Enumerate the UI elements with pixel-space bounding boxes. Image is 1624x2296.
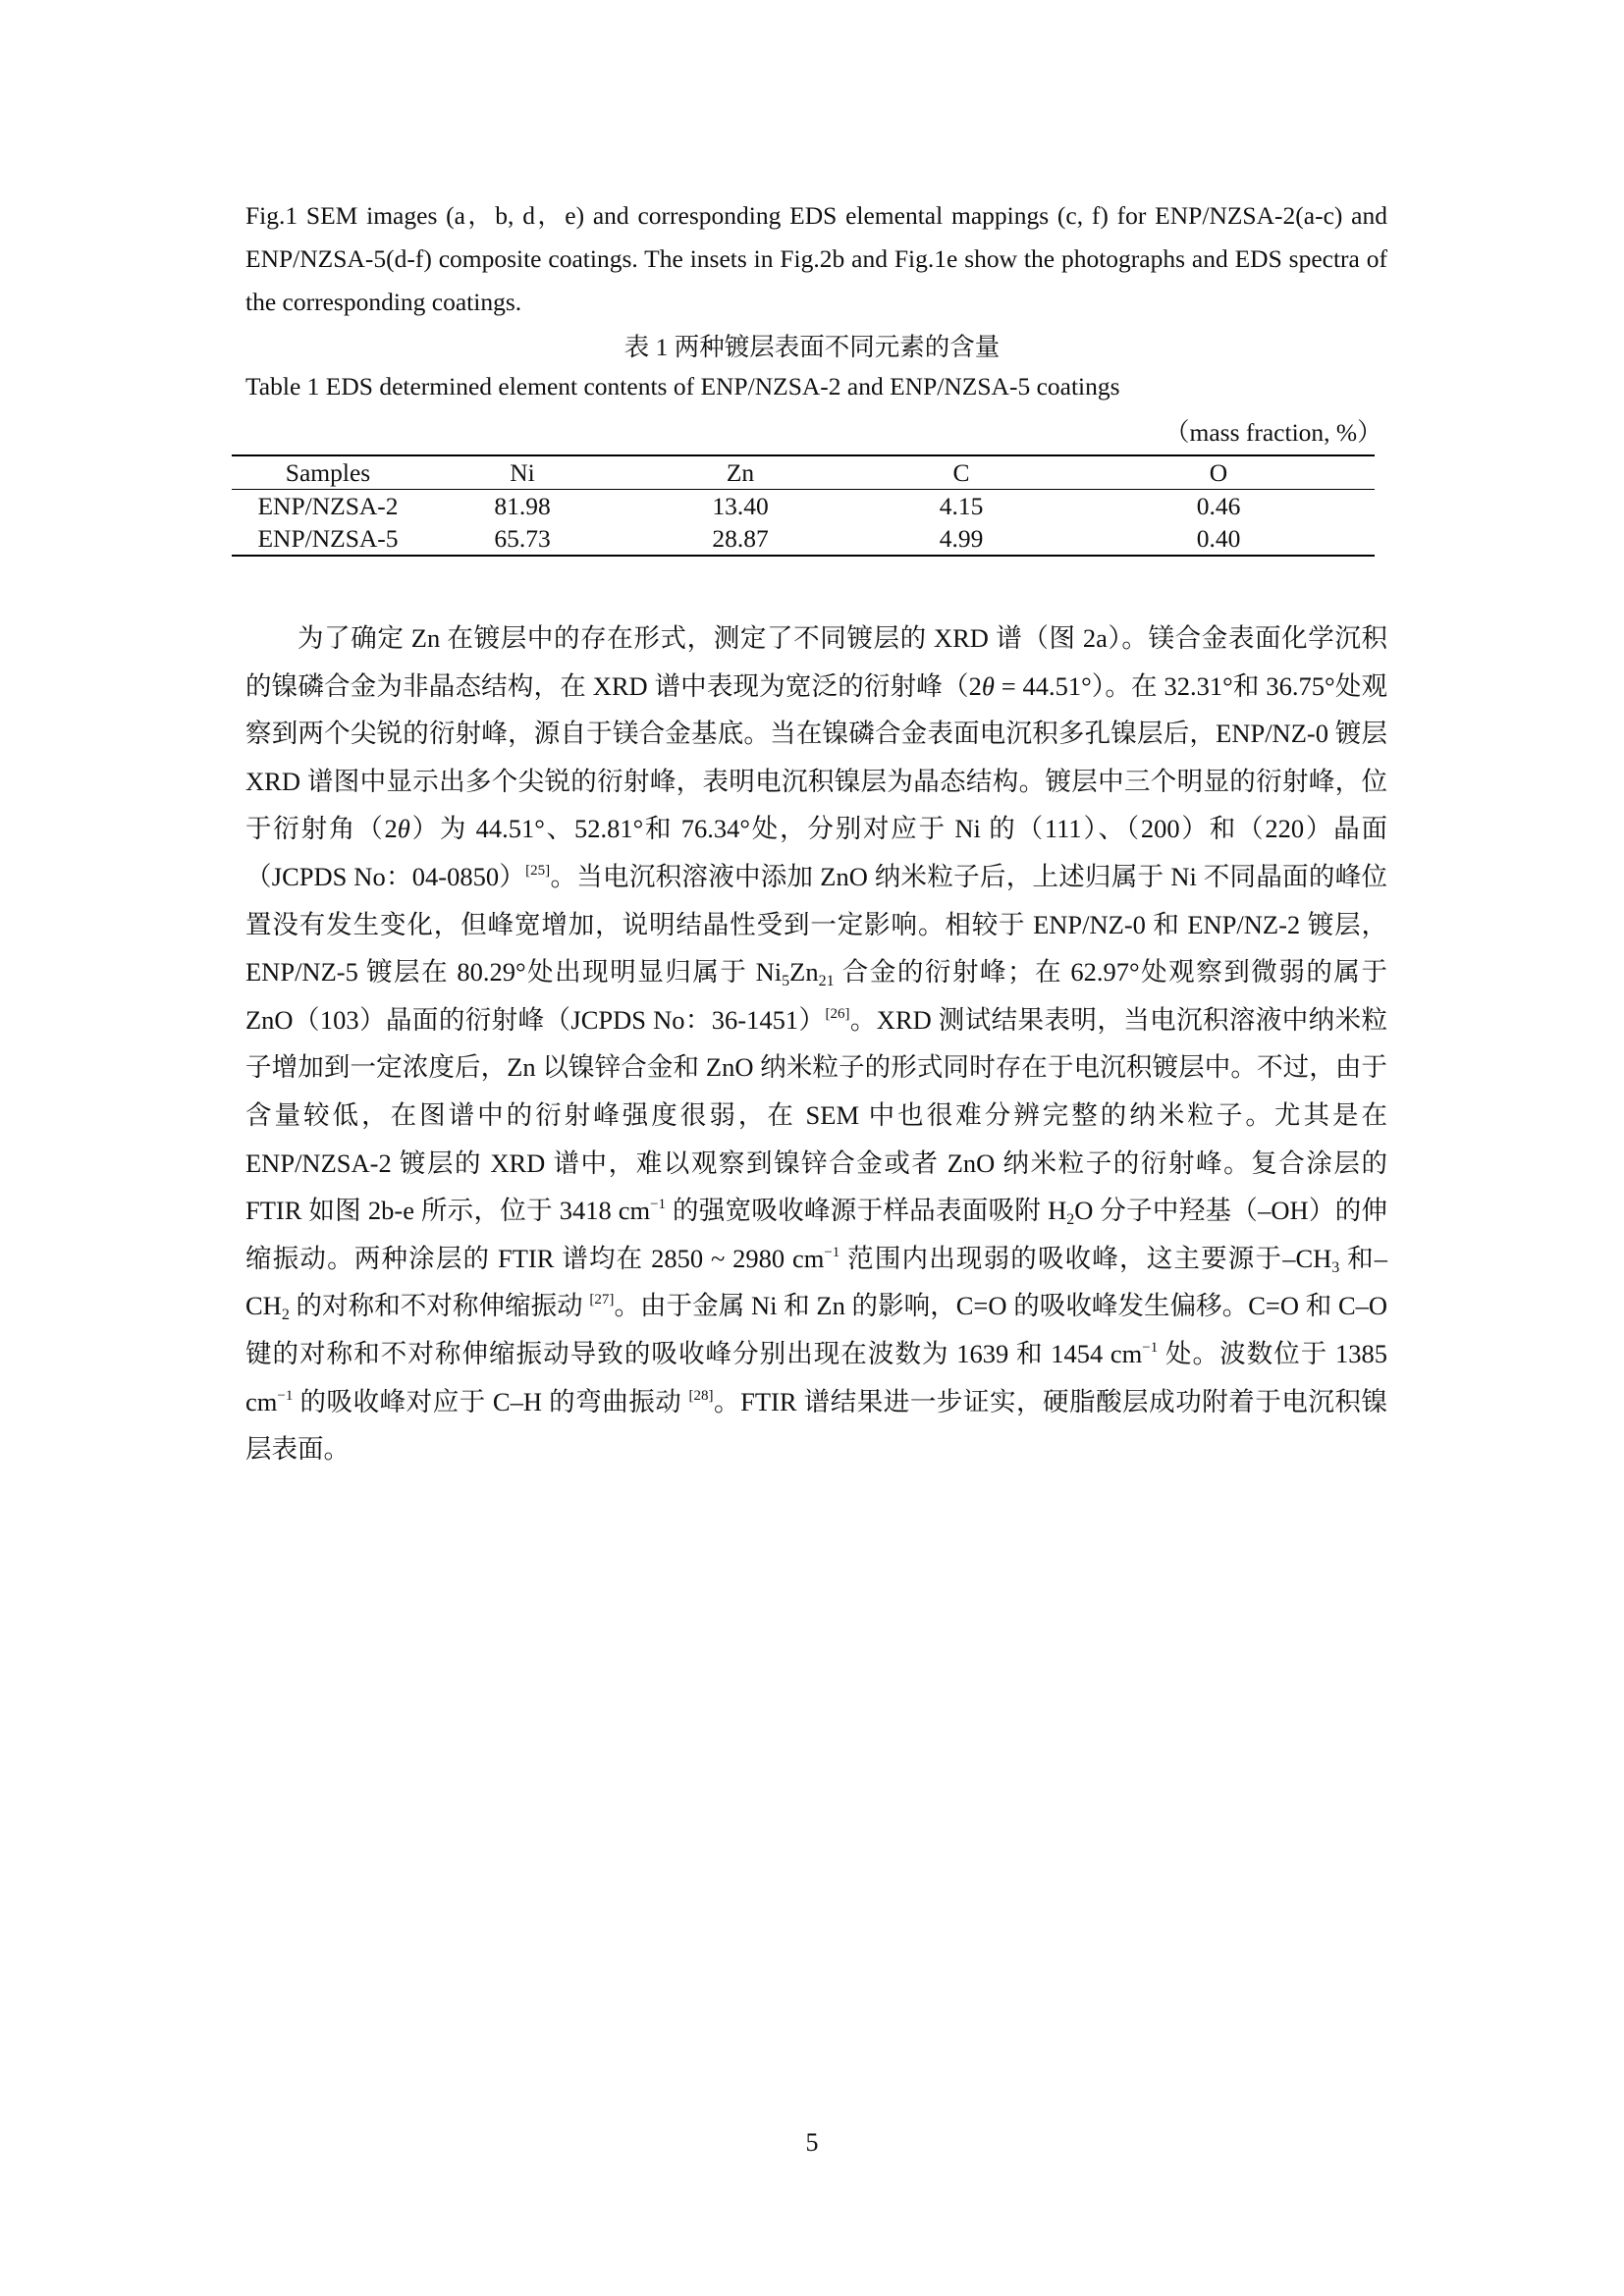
table-row	[232, 522, 1375, 556]
cell-zn: 13.40	[712, 492, 769, 520]
header-ni: Ni	[510, 458, 535, 487]
cell-o: 0.40	[1196, 524, 1241, 553]
citation-25: [25]	[525, 862, 551, 879]
cell-zn: 28.87	[712, 524, 769, 553]
cell-sample: ENP/NZSA-2	[257, 492, 399, 520]
cell-c: 4.15	[939, 492, 984, 520]
theta-symbol: θ	[397, 814, 410, 844]
page-number: 5	[805, 2128, 819, 2157]
theta-symbol: θ	[981, 670, 995, 701]
citation-28: [28]	[688, 1387, 714, 1404]
table-row	[232, 490, 1375, 523]
cell-c: 4.99	[939, 524, 984, 553]
table-title-chinese: 表 1 两种镀层表面不同元素的含量	[623, 333, 1001, 361]
cell-ni: 81.98	[494, 492, 551, 520]
cell-o: 0.46	[1196, 492, 1241, 520]
header-o: O	[1209, 458, 1228, 487]
table-unit-note: （mass fraction, %）	[1164, 418, 1382, 447]
header-c: C	[952, 458, 970, 487]
figure-caption: Fig.1 SEM images (a，b, d，e) and corresponding EDS elemental mappings (c, f) for ENP/NZSA-2(a-c) and ENP/NZSA-5(d-f) composite coatings. The insets in Fig.2b and Fig.1e show the photographs and EDS spectra of the corresponding coatings.	[245, 201, 1387, 316]
cell-sample: ENP/NZSA-5	[257, 524, 399, 553]
paragraph-xrd-ftir: 为了确定 Zn 在镀层中的存在形式，测定了不同镀层的 XRD 谱（图 2a）。镁合金表面化学沉积的镍磷合金为非晶态结构，在 XRD 谱中表现为宽泛的衍射峰（2θ = 44.51°）。在 32.31°和 36.75°处观察到两个尖锐的衍射峰，源自于镁合金基底。当在镍磷合金表面电沉积多孔镍层后，ENP/NZ-0 镀层 XRD 谱图中显示出多个尖锐的衍射峰，表明电沉积镍层为晶态结构。镀层中三个明显的衍射峰，位于衍射角（2θ）为 44.51°、52.81°和 76.34°处，分别对应于 Ni 的（111）、（200）和（220）晶面（JCPDS No：04-0850）[25]。当电沉积溶液中添加 ZnO 纳米粒子后，上述归属于 Ni 不同晶面的峰位置没有发生变化，但峰宽增加，说明结晶性受到一定影响。相较于 ENP/NZ-0 和 ENP/NZ-2 镀层，ENP/NZ-5 镀层在 80.29°处出现明显归属于 $Ni_5Zn_{21}$ 合金的衍射峰；在 62.97°处观察到微弱的属于 ZnO（103）晶面的衍射峰（JCPDS No：36-1451）[26]。XRD 测试结果表明，当电沉积溶液中纳米粒子增加到一定浓度后，Zn 以镍锌合金和 ZnO 纳米粒子的形式同时存在于电沉积镀层中。不过，由于含量较低，在图谱中的衍射峰强度很弱，在 SEM 中也很难分辨完整的纳米粒子。尤其是在 ENP/NZSA-2 镀层的 XRD 谱中，难以观察到镍锌合金或者 ZnO 纳米粒子的衍射峰。复合涂层的 FTIR 如图 2b-e 所示，位于 3418 $cm^{-1}$ 的强宽吸收峰源于样品表面吸附 $H_2O$ 分子中羟基（–OH）的伸缩振动。两种涂层的 FTIR 谱均在 2850 ~ 2980 $cm^{-1}$ 范围内出现弱的吸收峰，这主要源于$-CH_3$ 和$-CH_2$ 的对称和不对称伸缩振动 [27]。由于金属 Ni 和 Zn 的影响，C=O 的吸收峰发生偏移。C=O 和 C–O 键的对称和不对称伸缩振动导致的吸收峰分别出现在波数为 1639 和 1454 $cm^{-1}$ 处。波数位于 1385 $cm^{-1}$ 的吸收峰对应于 C–H 的弯曲振动 [28]。FTIR 谱结果进一步证实，硬脂酸层成功附着于电沉积镍层表面。	[245, 623, 1388, 1465]
cell-ni: 65.73	[494, 524, 551, 553]
citation-26: [26]	[825, 1005, 850, 1022]
table-title-english: Table 1 EDS determined element contents of ENP/NZSA-2 and ENP/NZSA-5 coatings	[245, 372, 1120, 400]
table-header-row	[232, 455, 1375, 490]
citation-27: [27]	[589, 1292, 615, 1308]
header-zn: Zn	[726, 458, 755, 487]
header-samples: Samples	[285, 458, 371, 487]
eds-element-table	[232, 454, 1375, 557]
body-paragraph	[245, 614, 1387, 1473]
